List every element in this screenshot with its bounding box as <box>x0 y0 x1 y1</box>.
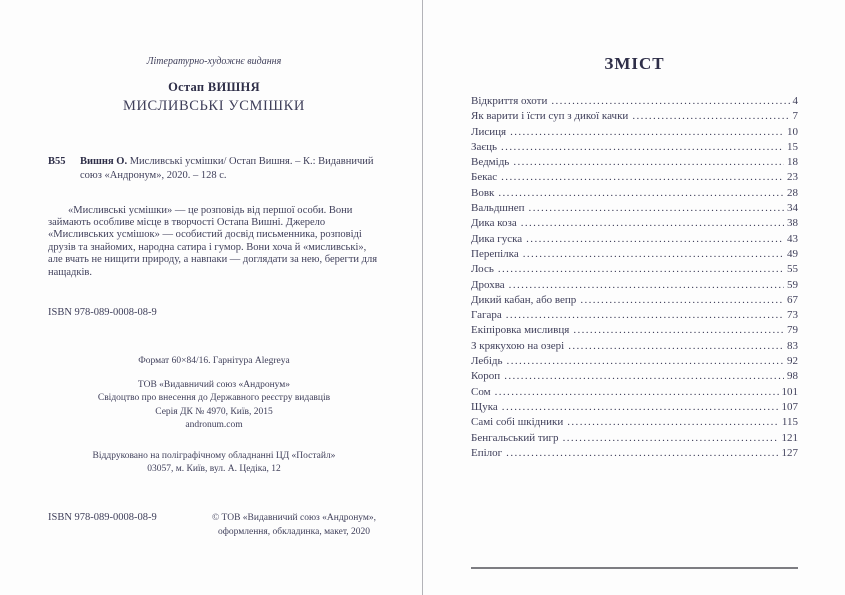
catalog-description: Мисливські усмішки/ Остап Вишня. – К.: Видавничий союз «Андронум», 2020. – 128 с. <box>80 156 374 181</box>
toc-entry-label: Перепілка <box>471 247 519 260</box>
toc-dot-leader <box>526 232 784 247</box>
toc-entry-label: Самі собі шкідники <box>471 416 564 429</box>
publisher-line: Свідоцтво про внесення до Державного реєстру видавців <box>97 393 331 404</box>
print-line: Віддруковано на поліграфічному обладнанні ЦД «Постайл» <box>92 450 336 461</box>
toc-entry-page: 10 <box>787 125 798 138</box>
toc-entry-page: 7 <box>792 110 798 123</box>
toc-dot-leader <box>507 354 784 369</box>
toc-entry <box>471 125 798 140</box>
toc-entry-label: Ведмідь <box>471 156 510 169</box>
toc-entry-page: 59 <box>787 278 798 291</box>
toc-entry-page: 92 <box>787 355 798 368</box>
toc-entry <box>471 201 798 216</box>
imprint-page <box>48 0 380 595</box>
toc-dot-leader <box>523 247 784 262</box>
toc-entry <box>471 140 798 155</box>
author-name: Остап ВИШНЯ <box>168 80 260 94</box>
isbn-top: ISBN 978-089-0008-08-9 <box>48 306 157 318</box>
toc-dot-leader <box>509 278 784 293</box>
isbn-bottom: ISBN 978-089-0008-08-9 <box>48 512 157 523</box>
toc-dot-leader <box>510 125 784 140</box>
format-line: Формат 60×84/16. Гарнітура Alegreya <box>138 355 290 366</box>
toc-entry-label: Заєць <box>471 140 498 153</box>
toc-entry <box>471 415 798 430</box>
toc-entry-page: 38 <box>787 217 798 230</box>
toc-entry <box>471 354 798 369</box>
toc-entry <box>471 262 798 277</box>
toc-dot-leader <box>632 109 789 124</box>
catalog-entry <box>48 155 380 183</box>
toc-entry-label: Щука <box>471 400 498 413</box>
toc-entry-label: Дика гуска <box>471 232 523 245</box>
toc-entry <box>471 446 798 461</box>
catalog-author: Вишня О. <box>80 156 128 167</box>
contents-title: ЗМІСТ <box>604 54 665 73</box>
edition-note: Літературно-художнє видання <box>146 56 282 67</box>
toc-entry-page: 127 <box>781 446 798 459</box>
toc-entry-label: Відкриття охоти <box>471 95 548 107</box>
catalog-code: В55 <box>48 156 66 167</box>
toc-dot-leader <box>501 170 784 185</box>
toc-entry-label: Як варити і їсти суп з дикої качки <box>471 110 629 123</box>
toc-entry-page: 98 <box>787 370 798 383</box>
toc-entry-page: 115 <box>781 416 798 429</box>
toc-entry <box>471 216 798 231</box>
publisher-block <box>48 379 380 433</box>
toc-entry-label: Вовк <box>471 186 495 199</box>
toc-entry-label: Сом <box>471 385 491 398</box>
toc-entry <box>471 278 798 293</box>
toc-entry-page: 49 <box>787 247 798 260</box>
toc-dot-leader <box>580 293 784 308</box>
publisher-line: andronum.com <box>185 420 243 431</box>
catalog-text <box>80 155 380 183</box>
toc-dot-leader <box>563 431 779 446</box>
toc-dot-leader <box>502 400 779 415</box>
toc-entry-page: 121 <box>781 431 798 444</box>
toc-entry-page: 55 <box>787 263 798 276</box>
toc-entry-label: Дика коза <box>471 217 517 230</box>
toc-dot-leader <box>568 339 784 354</box>
toc-entry-page: 83 <box>787 339 798 352</box>
toc-entry-label: Дрохва <box>471 278 505 291</box>
toc-dot-leader <box>506 308 784 323</box>
toc-dot-leader <box>529 201 784 216</box>
toc-entry <box>471 369 798 384</box>
print-line: 03057, м. Київ, вул. А. Цедіка, 12 <box>147 464 281 475</box>
toc-entry-label: Екіпіровка мисливця <box>471 324 570 337</box>
contents-page <box>471 0 798 595</box>
toc-entry-page: 67 <box>787 293 798 306</box>
toc-entry-label: Дикий кабан, або вепр <box>471 293 577 306</box>
toc-entry-page: 23 <box>787 171 798 184</box>
toc-entry-page: 107 <box>781 400 798 413</box>
toc-entry-page: 28 <box>787 186 798 199</box>
toc-entry <box>471 247 798 262</box>
toc-entry-label: Бенгальський тигр <box>471 431 559 444</box>
toc-dot-leader <box>501 140 784 155</box>
toc-dot-leader <box>498 186 784 201</box>
publisher-line: ТОВ «Видавничий союз «Андронум» <box>137 379 291 390</box>
toc-dot-leader <box>495 385 779 400</box>
toc-entry <box>471 339 798 354</box>
toc-entry <box>471 109 798 124</box>
toc-entry-page: 34 <box>787 202 798 215</box>
toc-entry-page: 18 <box>787 156 798 169</box>
toc-entry-label: Бекас <box>471 171 498 184</box>
toc-entry-label: З крякухою на озері <box>471 339 565 352</box>
toc-entry <box>471 431 798 446</box>
toc-entry-label: Епілог <box>471 446 503 459</box>
copyright-line: оформлення, обкладинка, макет, 2020 <box>217 526 371 537</box>
toc-entry-page: 4 <box>792 95 798 107</box>
toc-entry-label: Вальдшнеп <box>471 202 525 215</box>
toc-entry <box>471 400 798 415</box>
footer-rule <box>471 567 798 569</box>
toc-entry <box>471 385 798 400</box>
book-title: МИСЛИВСЬКІ УСМІШКИ <box>122 98 305 114</box>
toc-dot-leader <box>506 446 778 461</box>
toc-entry-label: Лебідь <box>471 355 503 368</box>
toc-entry-page: 73 <box>787 309 798 322</box>
toc-list <box>471 94 798 461</box>
toc-entry-label: Лисиця <box>471 125 507 138</box>
toc-dot-leader <box>551 94 789 109</box>
toc-entry-page: 79 <box>787 324 798 337</box>
toc-dot-leader <box>521 216 784 231</box>
toc-entry <box>471 155 798 170</box>
toc-dot-leader <box>513 155 784 170</box>
toc-entry <box>471 232 798 247</box>
toc-entry-label: Короп <box>471 370 501 383</box>
publisher-line: Серія ДК № 4970, Київ, 2015 <box>155 406 273 417</box>
toc-entry <box>471 323 798 338</box>
toc-entry <box>471 170 798 185</box>
toc-entry <box>471 186 798 201</box>
toc-entry-label: Гагара <box>471 309 502 322</box>
bottom-row <box>48 512 380 539</box>
toc-entry <box>471 308 798 323</box>
annotation-paragraph: «Мисливські усмішки» — це розповідь від першої особи. Вони займають особливе місце в творчості Остапа Вишні. Джерело «Мисливських усмішок» — особистий досвід письменника, розповіді друзів та знайомих, народна сатира і гумор. Вони хоча й «мисливські», але вчать не нищити природу, а навпаки — доглядати за нею, берегти для нащадків. <box>48 204 378 278</box>
toc-dot-leader <box>498 262 784 277</box>
toc-dot-leader <box>567 415 779 430</box>
toc-entry-page: 15 <box>787 140 798 153</box>
page-gutter-divider <box>422 0 423 595</box>
toc-entry <box>471 94 798 109</box>
toc-entry <box>471 293 798 308</box>
toc-entry-label: Лось <box>471 263 494 276</box>
toc-dot-leader <box>573 323 784 338</box>
toc-entry-page: 43 <box>787 232 798 245</box>
toc-entry-page: 101 <box>781 385 798 398</box>
copyright-line: © ТОВ «Видавничий союз «Андронум», <box>211 513 377 523</box>
copyright-block <box>208 512 380 539</box>
toc-dot-leader <box>504 369 784 384</box>
print-block <box>48 450 380 477</box>
